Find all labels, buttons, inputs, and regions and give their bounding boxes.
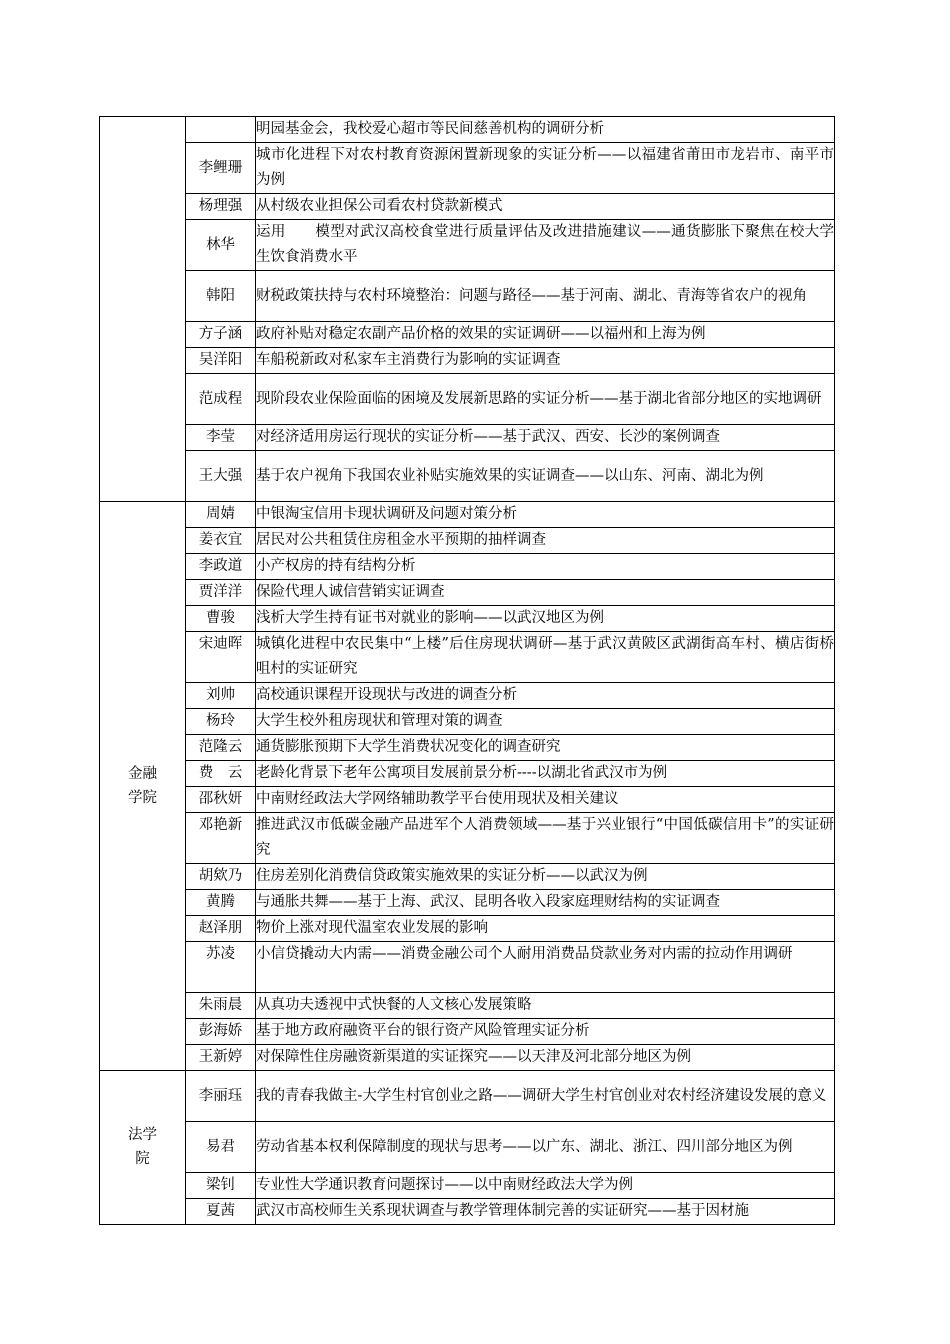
- project-title-cell: 现阶段农业保险面临的困境及发展新思路的实证分析——基于湖北省部分地区的实地调研: [256, 374, 835, 425]
- student-name-cell: 朱雨晨: [186, 993, 256, 1019]
- student-name-cell: 范隆云: [186, 735, 256, 761]
- student-name-cell: 李莹: [186, 425, 256, 451]
- project-title-cell: 与通胀共舞——基于上海、武汉、昆明各收入段家庭理财结构的实证调查: [256, 890, 835, 916]
- project-title-cell: 基于农户视角下我国农业补贴实施效果的实证调查——以山东、河南、湖北为例: [256, 451, 835, 502]
- project-title-cell: 对经济适用房运行现状的实证分析——基于武汉、西安、长沙的案例调查: [256, 425, 835, 451]
- records-table-body: [100, 117, 835, 1225]
- college-cell: [100, 502, 186, 1071]
- student-name-cell: 刘帅: [186, 683, 256, 709]
- student-name-cell: 贾洋洋: [186, 580, 256, 606]
- project-title-cell: 我的青春我做主-大学生村官创业之路——调研大学生村官创业对农村经济建设发展的意义: [256, 1071, 835, 1122]
- project-title-cell: 高校通识课程开设现状与改进的调查分析: [256, 683, 835, 709]
- table-row: [100, 890, 835, 916]
- table-row: [100, 683, 835, 709]
- records-table: [99, 116, 835, 1225]
- table-row: [100, 451, 835, 502]
- table-row: [100, 942, 835, 993]
- college-name: 金融学院: [127, 765, 157, 806]
- student-name-cell: 黄腾: [186, 890, 256, 916]
- project-title-cell: 浅析大学生持有证书对就业的影响——以武汉地区为例: [256, 606, 835, 632]
- table-row: [100, 1199, 835, 1225]
- table-row: [100, 554, 835, 580]
- table-row: [100, 580, 835, 606]
- college-name: 法学院: [127, 1127, 157, 1167]
- student-name-cell: 周婧: [186, 502, 256, 528]
- table-row: [100, 117, 835, 143]
- project-title-cell: 对保障性住房融资新渠道的实证探究——以天津及河北部分地区为例: [256, 1045, 835, 1071]
- table-row: [100, 502, 835, 528]
- table-row: [100, 1122, 835, 1173]
- table-row: [100, 194, 835, 220]
- project-title-cell: 中南财经政法大学网络辅助教学平台使用现状及相关建议: [256, 787, 835, 813]
- project-title-cell: 通货膨胀预期下大学生消费状况变化的调查研究: [256, 735, 835, 761]
- table-row: [100, 220, 835, 271]
- project-title-cell: 小信贷撬动大内需——消费金融公司个人耐用消费品贷款业务对内需的拉动作用调研: [256, 942, 835, 993]
- project-title-cell: 基于地方政府融资平台的银行资产风险管理实证分析: [256, 1019, 835, 1045]
- student-name-cell: 林华: [186, 220, 256, 271]
- project-title-cell: 保险代理人诚信营销实证调查: [256, 580, 835, 606]
- table-row: [100, 374, 835, 425]
- student-name-cell: 费 云: [186, 761, 256, 787]
- project-title-cell: 城市化进程下对农村教育资源闲置新现象的实证分析——以福建省莆田市龙岩市、南平市为例: [256, 143, 835, 194]
- table-row: [100, 322, 835, 348]
- project-title-cell: 专业性大学通识教育问题探讨——以中南财经政法大学为例: [256, 1173, 835, 1199]
- table-row: [100, 1019, 835, 1045]
- table-row: [100, 993, 835, 1019]
- table-row: [100, 709, 835, 735]
- table-row: [100, 864, 835, 890]
- table-row: [100, 1173, 835, 1199]
- college-cell: [100, 117, 186, 502]
- project-title-cell: 大学生校外租房现状和管理对策的调查: [256, 709, 835, 735]
- student-name-cell: 邵秋妍: [186, 787, 256, 813]
- student-name-cell: 姜衣宜: [186, 528, 256, 554]
- student-name-cell: 韩阳: [186, 271, 256, 322]
- table-row: [100, 1045, 835, 1071]
- table-row: [100, 271, 835, 322]
- student-name-cell: 宋迪晖: [186, 632, 256, 683]
- project-title-cell: 推进武汉市低碳金融产品进军个人消费领域——基于兴业银行“中国低碳信用卡”的实证研究: [256, 813, 835, 864]
- student-name-cell: 杨玲: [186, 709, 256, 735]
- table-row: [100, 632, 835, 683]
- table-row: [100, 916, 835, 942]
- student-name-cell: 王新婷: [186, 1045, 256, 1071]
- table-row: [100, 735, 835, 761]
- table-row: [100, 813, 835, 864]
- project-title-cell: 居民对公共租赁住房租金水平预期的抽样调查: [256, 528, 835, 554]
- project-title-cell: 明园基金会，我校爱心超市等民间慈善机构的调研分析: [256, 117, 835, 143]
- student-name-cell: 王大强: [186, 451, 256, 502]
- student-name-cell: 胡欸乃: [186, 864, 256, 890]
- table-row: [100, 425, 835, 451]
- project-title-cell: 物价上涨对现代温室农业发展的影响: [256, 916, 835, 942]
- project-title-cell: 住房差别化消费信贷政策实施效果的实证分析——以武汉为例: [256, 864, 835, 890]
- project-title-cell: 政府补贴对稳定农副产品价格的效果的实证调研——以福州和上海为例: [256, 322, 835, 348]
- table-row: [100, 606, 835, 632]
- student-name-cell: 赵泽朋: [186, 916, 256, 942]
- project-title-cell: 老龄化背景下老年公寓项目发展前景分析----以湖北省武汉市为例: [256, 761, 835, 787]
- table-row: [100, 348, 835, 374]
- project-title-cell: 中银淘宝信用卡现状调研及问题对策分析: [256, 502, 835, 528]
- student-name-cell: 邓艳新: [186, 813, 256, 864]
- student-name-cell: 曹骏: [186, 606, 256, 632]
- project-title-cell: 财税政策扶持与农村环境整治：问题与路径——基于河南、湖北、青海等省农户的视角: [256, 271, 835, 322]
- student-name-cell: 梁钊: [186, 1173, 256, 1199]
- college-cell: [100, 1071, 186, 1225]
- table-row: [100, 1071, 835, 1122]
- student-name-cell: 李鲤珊: [186, 143, 256, 194]
- student-name-cell: 彭海娇: [186, 1019, 256, 1045]
- student-name-cell: 李丽珏: [186, 1071, 256, 1122]
- project-title-cell: 武汉市高校师生关系现状调查与教学管理体制完善的实证研究——基于因材施: [256, 1199, 835, 1225]
- table-row: [100, 761, 835, 787]
- student-name-cell: 范成程: [186, 374, 256, 425]
- table-row: [100, 143, 835, 194]
- project-title-cell: 从村级农业担保公司看农村贷款新模式: [256, 194, 835, 220]
- student-name-cell: [186, 117, 256, 143]
- student-name-cell: 夏茜: [186, 1199, 256, 1225]
- student-name-cell: 苏凌: [186, 942, 256, 993]
- student-name-cell: 方子涵: [186, 322, 256, 348]
- student-name-cell: 杨理强: [186, 194, 256, 220]
- project-title-cell: 劳动省基本权利保障制度的现状与思考——以广东、湖北、浙江、四川部分地区为例: [256, 1122, 835, 1173]
- student-name-cell: 李政道: [186, 554, 256, 580]
- student-name-cell: 易君: [186, 1122, 256, 1173]
- student-name-cell: 吴洋阳: [186, 348, 256, 374]
- project-title-cell: 运用 模型对武汉高校食堂进行质量评估及改进措施建议——通货膨胀下聚焦在校大学生饮食消费水平: [256, 220, 835, 271]
- project-title-cell: 车船税新政对私家车主消费行为影响的实证调查: [256, 348, 835, 374]
- project-title-cell: 小产权房的持有结构分析: [256, 554, 835, 580]
- table-row: [100, 787, 835, 813]
- table-row: [100, 528, 835, 554]
- project-title-cell: 城镇化进程中农民集中“上楼”后住房现状调研—基于武汉黄陂区武湖街高车村、横店街桥咀村的实证研究: [256, 632, 835, 683]
- project-title-cell: 从真功夫透视中式快餐的人文核心发展策略: [256, 993, 835, 1019]
